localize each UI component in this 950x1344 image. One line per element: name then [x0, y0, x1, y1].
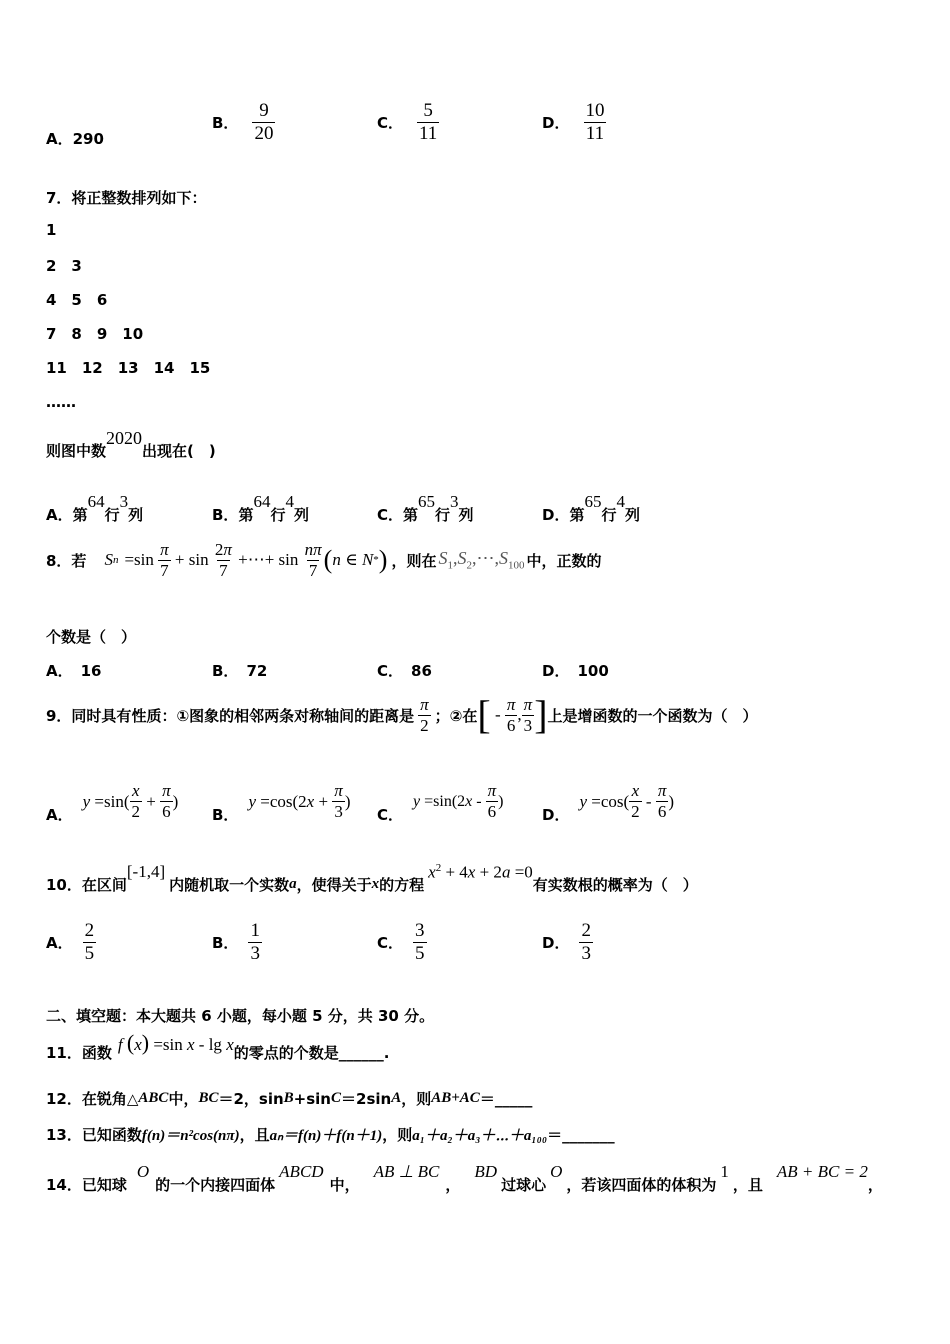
option-label: C． [377, 933, 404, 952]
option-label: A． [46, 506, 73, 524]
q7-option-b [212, 482, 309, 525]
q9-option-c [377, 778, 503, 825]
text: 列 [458, 506, 474, 524]
variable: a [289, 876, 297, 892]
number: 4 [616, 491, 625, 511]
text: 第 [238, 506, 254, 524]
q7-row-1: 1 [46, 221, 57, 239]
text: 则图中数 [46, 442, 107, 460]
formula: f(n)＝n²cos(nπ) [141, 1128, 240, 1144]
text: 上是增函数的一个函数为（ ） [547, 706, 758, 725]
text: ，则 [401, 1090, 432, 1108]
variable: BC [198, 1090, 219, 1106]
text: 11．函数 [46, 1044, 112, 1062]
q10-option-d [542, 920, 593, 965]
sequence-s: $S_1,S_2,\cdots,S_{100}$ [438, 548, 525, 572]
variable: BD [474, 1161, 498, 1181]
number: 64 [253, 491, 271, 511]
variable: O [550, 1161, 563, 1181]
function: f (x) =sin x - lg x [117, 1029, 234, 1055]
option-label: A． [46, 933, 73, 952]
text: 内随机取一个实数 [169, 876, 290, 894]
text: ， [867, 1176, 883, 1194]
text: 13．已知函数 [46, 1126, 142, 1144]
text: 列 [293, 506, 309, 524]
fraction: $\frac{2}{3}$ [581, 920, 591, 964]
number: 65 [418, 491, 436, 511]
q10-option-a [46, 920, 96, 965]
text: 行 [270, 506, 286, 524]
number: 64 [87, 491, 105, 511]
text: 第 [569, 506, 585, 524]
q13-stem [46, 1124, 615, 1145]
text: 中， [168, 1090, 199, 1108]
option-value: 16 [80, 661, 102, 680]
formula: y =cos(2 x + $\frac{\pi}{3}$ ) [248, 781, 351, 821]
text: 行 [601, 506, 617, 524]
option-label: D． [542, 506, 570, 524]
interval: [-1,4] [126, 861, 166, 881]
sum-formula: S n =sin $\frac{\pi}{7}$ + sin $\frac{2\pi}{7}$ +⋯+ sin $\frac{n\pi}{7}$ ( n ∈ N * ) [104, 540, 388, 580]
option-label: B． [212, 933, 239, 952]
option-value: 100 [577, 661, 609, 680]
fraction: $\frac{2}{5}$ [84, 920, 95, 964]
option-label: D． [542, 113, 570, 132]
number: 1 [720, 1161, 729, 1181]
option-label: B． [212, 506, 239, 524]
option-label: B． [212, 806, 239, 824]
formula: AB + BC = 2 [776, 1161, 868, 1181]
q8-option-d [542, 660, 609, 681]
variable: B [283, 1090, 294, 1106]
fraction: $\frac{9}{20}$ [254, 100, 274, 144]
option-label: A． [46, 130, 73, 148]
formula: a₁＋a₂＋a₃＋⋯＋a₁₀₀ [412, 1128, 548, 1144]
text: 过球心 [501, 1176, 547, 1194]
q9-option-a [46, 778, 178, 825]
number: 2020 [106, 428, 143, 448]
text: 9．同时具有性质：①图象的相邻两条对称轴间的距离是 [46, 706, 415, 725]
option-label: C． [377, 662, 404, 680]
option-label: D． [542, 806, 570, 824]
q7-row-4: 7 8 9 10 [46, 325, 144, 343]
q7-option-c [377, 482, 474, 525]
text: ，且 [732, 1176, 763, 1194]
variable: A [391, 1090, 402, 1106]
q7-row-3: 4 5 6 [46, 291, 108, 309]
text: 的零点的个数是______. [233, 1044, 390, 1062]
interval: [ - $\frac{\pi}{6}$ , $\frac{\pi}{3}$ ] [477, 692, 548, 738]
formula: y =sin(2 x - $\frac{\pi}{6}$ ) [413, 781, 504, 821]
q8-line2: 个数是（ ） [46, 628, 137, 646]
text: ，使得关于 [296, 876, 372, 894]
option-label: A． [46, 662, 73, 680]
q8-stem [46, 540, 601, 580]
q10-stem [46, 860, 698, 895]
option-value: 86 [411, 661, 432, 680]
formula: y =cos( $\frac{x}{2}$ - $\frac{\pi}{6}$ ) [579, 781, 675, 821]
q9-option-d [542, 778, 674, 825]
text: 第 [403, 506, 419, 524]
fraction: $\frac{5}{11}$ [419, 100, 438, 144]
option-label: C． [377, 506, 404, 524]
q14-stem [46, 1154, 883, 1195]
text: 第 [72, 506, 88, 524]
fraction: $\frac{1}{3}$ [250, 920, 260, 964]
option-label: A． [46, 806, 73, 824]
variable: O [136, 1161, 150, 1181]
text: ，则在 [391, 551, 437, 570]
variable: ABC [138, 1090, 169, 1106]
fraction: $\frac{3}{5}$ [415, 920, 425, 964]
text: 中， [329, 1176, 360, 1194]
q10-option-b [212, 920, 262, 965]
q7-row-ellipsis: …… [46, 393, 76, 411]
option-label: C． [377, 806, 404, 824]
formula: aₙ＝f(n)＋f(n＋1) [269, 1128, 383, 1144]
text: 列 [624, 506, 640, 524]
q7-row-5: 11 12 13 14 15 [46, 359, 211, 377]
text: ＝2，sin [218, 1090, 284, 1108]
variable: C [331, 1090, 342, 1106]
text: 中，正数的 [526, 551, 602, 570]
text: ＝_____ [479, 1090, 533, 1108]
text: 12．在锐角△ [46, 1090, 139, 1108]
option-label: B． [212, 113, 239, 132]
text: ；②在 [434, 706, 478, 725]
number: 65 [584, 491, 602, 511]
q9-option-b [212, 778, 351, 825]
q7-stem: 7．将正整数排列如下： [46, 189, 207, 207]
option-value: 290 [72, 129, 104, 148]
fraction-pi-over-2: $\frac{\pi}{2}$ [420, 695, 429, 735]
fraction: $\frac{10}{11}$ [585, 100, 605, 144]
text: 行 [104, 506, 120, 524]
option-value: 72 [246, 661, 268, 680]
number: 3 [450, 491, 459, 511]
option-label: B． [212, 662, 239, 680]
text: 10．在区间 [46, 876, 127, 894]
number: 4 [285, 491, 294, 511]
q8-option-c [377, 660, 432, 681]
variable: x [371, 876, 380, 892]
formula: y =sin( $\frac{x}{2}$ + $\frac{\pi}{6}$ ) [82, 781, 179, 821]
text: 的一个内接四面体 [155, 1176, 276, 1194]
q7-option-d [542, 482, 640, 525]
option-label: D． [542, 933, 570, 952]
q8-option-b [212, 660, 267, 681]
q9-stem [46, 692, 758, 738]
text: 列 [128, 506, 144, 524]
text: 8．若 [46, 551, 87, 570]
text: 有实数根的概率为（ ） [532, 876, 698, 894]
text: +sin [293, 1089, 331, 1108]
variable: AB+AC [431, 1090, 480, 1106]
text: ， [445, 1176, 461, 1194]
text: ，若该四面体的体积为 [566, 1176, 717, 1194]
text: 出现在( ) [142, 442, 216, 460]
q12-stem [46, 1088, 532, 1109]
text: ，则 [382, 1126, 413, 1144]
text: 14．已知球 [46, 1176, 127, 1194]
q7-row-2: 2 3 [46, 257, 82, 275]
text: 行 [435, 506, 451, 524]
variable: ABCD [279, 1161, 324, 1181]
text: 的方程 [379, 876, 425, 894]
option-label: D． [542, 662, 570, 680]
q11-stem [46, 1030, 389, 1063]
section-title: 二、填空题：本大题共 6 小题，每小题 5 分，共 30 分。 [46, 1007, 435, 1025]
number: 3 [119, 491, 129, 511]
text: ＝_______ [547, 1126, 615, 1144]
q7-question [46, 422, 216, 461]
q8-option-a [46, 660, 101, 681]
text: ，且 [239, 1126, 270, 1144]
option-label: C． [377, 113, 404, 132]
formula: AB ⊥ BC [373, 1161, 440, 1181]
q6-option-d [542, 100, 606, 145]
q6-option-c [377, 100, 439, 145]
text: ＝2sin [341, 1090, 392, 1108]
equation: $x^2 + 4x + 2a =0$ [428, 862, 533, 882]
q6-option-b [212, 100, 275, 145]
q10-option-c [377, 920, 427, 965]
q7-option-a [46, 482, 143, 525]
q6-option-a [46, 128, 104, 149]
